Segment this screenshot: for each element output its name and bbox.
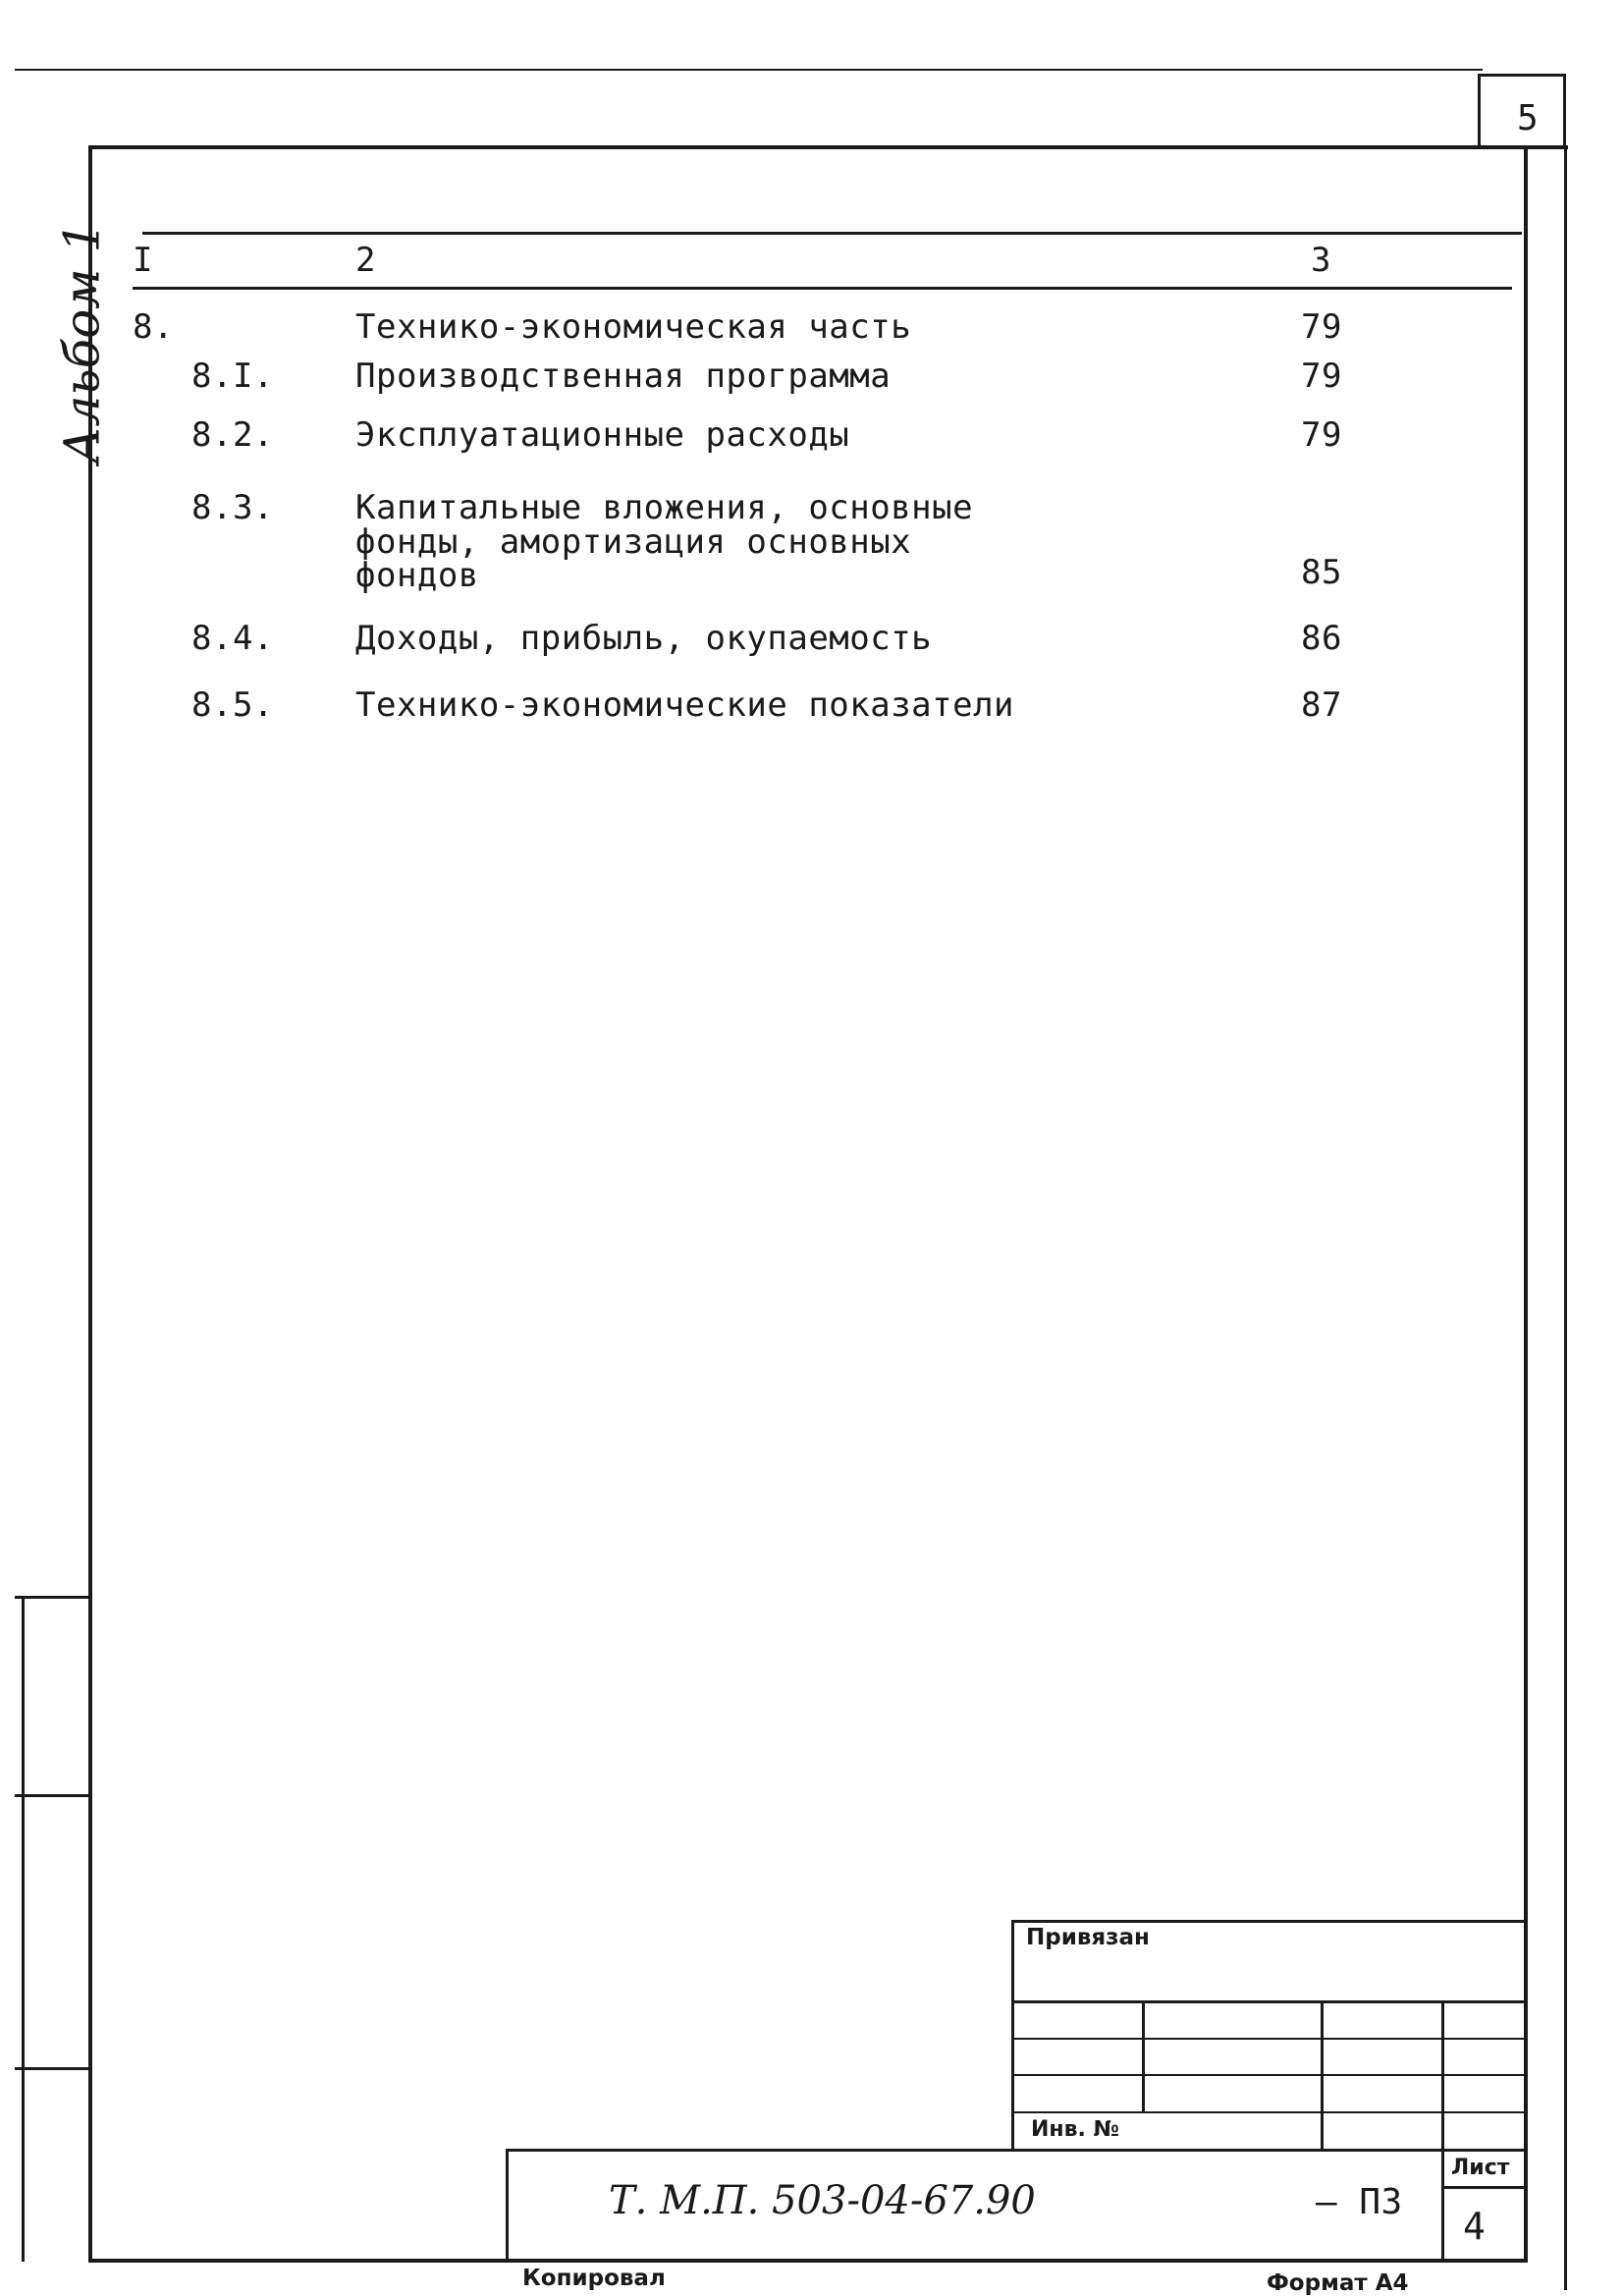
row-title-line-1: Капитальные вложения, основные bbox=[355, 488, 974, 527]
binding-strip-left bbox=[22, 1596, 25, 2262]
stamp-grid-h2 bbox=[1011, 2038, 1524, 2040]
row-page: 87 bbox=[1301, 685, 1342, 725]
stamp-top bbox=[1011, 1920, 1524, 1923]
binding-strip-top bbox=[15, 1596, 90, 1599]
footer-format: Формат А4 bbox=[1267, 2270, 1409, 2296]
row-title-line-3: фондов bbox=[355, 556, 479, 595]
binding-strip-low bbox=[15, 2067, 90, 2070]
stamp-grid-v2 bbox=[1321, 2000, 1324, 2151]
row-title: Производственная программа bbox=[355, 356, 892, 396]
document-code: Т. М.П. 503-04-67.90 bbox=[609, 2178, 1036, 2223]
frame-right-outer bbox=[1564, 149, 1567, 2290]
column-header-1: I bbox=[133, 241, 153, 280]
row-title: Эксплуатационные расходы bbox=[355, 415, 850, 455]
row-page: 85 bbox=[1301, 553, 1342, 592]
stamp-inv-no: Инв. № bbox=[1031, 2117, 1120, 2142]
table-top-line bbox=[142, 232, 1522, 235]
column-header-3: 3 bbox=[1311, 241, 1331, 280]
stamp-privyazan: Привязан bbox=[1026, 1925, 1150, 1950]
title-block-top bbox=[506, 2149, 1524, 2152]
row-title: Технико-экономическая часть bbox=[355, 307, 912, 347]
list-number: 4 bbox=[1463, 2205, 1487, 2248]
table-header-line bbox=[133, 287, 1512, 290]
stamp-grid-h3 bbox=[1011, 2074, 1524, 2076]
document-suffix: – ПЗ bbox=[1316, 2182, 1403, 2222]
frame-right bbox=[1524, 147, 1528, 2262]
row-page: 86 bbox=[1301, 619, 1342, 658]
frame-bottom bbox=[88, 2259, 1528, 2263]
column-header-2: 2 bbox=[355, 241, 376, 280]
list-label-line bbox=[1441, 2186, 1524, 2189]
frame-top bbox=[90, 145, 1568, 149]
stamp-left bbox=[1011, 1920, 1014, 2151]
row-page: 79 bbox=[1301, 415, 1342, 455]
title-block-left bbox=[506, 2149, 509, 2261]
row-number: 8. bbox=[133, 307, 174, 347]
row-number: 8.3. bbox=[191, 488, 274, 527]
stamp-grid-h4 bbox=[1011, 2111, 1524, 2113]
top-edge-line bbox=[15, 69, 1483, 71]
row-title-line-2: фонды, амортизация основных bbox=[355, 522, 912, 562]
stamp-grid-v3 bbox=[1441, 2000, 1444, 2261]
margin-note: Альбом 1 bbox=[53, 221, 111, 465]
row-page: 79 bbox=[1301, 356, 1342, 396]
binding-strip-mid bbox=[15, 1794, 90, 1797]
row-page: 79 bbox=[1301, 307, 1342, 347]
row-number: 8.4. bbox=[191, 619, 274, 658]
row-number: 8.I. bbox=[191, 356, 274, 396]
row-title: Технико-экономические показатели bbox=[355, 685, 1015, 725]
list-label: Лист bbox=[1451, 2156, 1510, 2180]
footer-kopiroval: Копировал bbox=[522, 2266, 666, 2291]
page-number: 5 bbox=[1517, 98, 1540, 138]
row-number: 8.2. bbox=[191, 415, 274, 455]
stamp-grid-h1 bbox=[1011, 2000, 1524, 2003]
stamp-grid-v1 bbox=[1142, 2000, 1145, 2111]
row-title: Доходы, прибыль, окупаемость bbox=[355, 619, 933, 658]
row-number: 8.5. bbox=[191, 685, 274, 725]
